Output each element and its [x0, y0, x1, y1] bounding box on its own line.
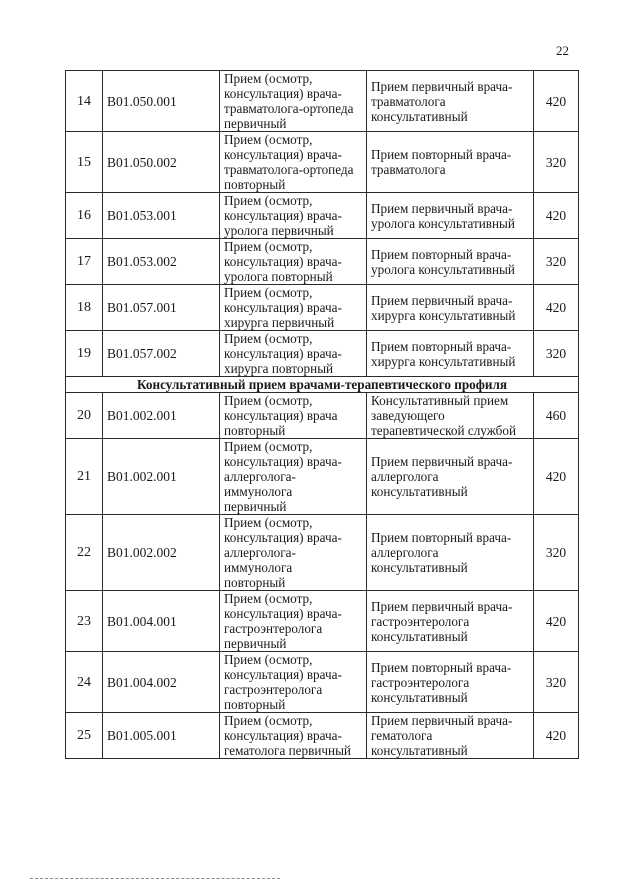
section-body: [66, 377, 579, 393]
description-line: консультация) врача-: [224, 208, 342, 223]
service-code: B01.053.002: [103, 239, 220, 285]
description-line: Прием (осмотр,: [224, 713, 313, 728]
description-line: повторный: [224, 575, 286, 590]
service-name-line: Прием повторный врача-: [371, 246, 512, 262]
service-name-line: консультативный: [371, 108, 468, 124]
row-number: 14: [66, 71, 103, 132]
table-row: [66, 132, 579, 193]
table-row: [66, 713, 579, 759]
price-value: 420: [534, 439, 579, 515]
service-description: [220, 239, 367, 285]
description-line: травматолога-ортопеда: [224, 101, 354, 116]
table-row: [66, 285, 579, 331]
row-number: 19: [66, 331, 103, 377]
service-code: B01.053.001: [103, 193, 220, 239]
price-value: 460: [534, 393, 579, 439]
service-name-line: консультативный: [371, 560, 468, 575]
description-line: повторный: [224, 423, 286, 438]
service-name-line: аллерголога: [371, 469, 439, 484]
service-name-line: Прием первичный врача-: [371, 200, 513, 216]
description-line: повторный: [224, 697, 286, 712]
service-name-line: аллерголога: [371, 545, 439, 560]
price-value: 320: [534, 331, 579, 377]
service-name-line: Прием первичный врача-: [371, 598, 513, 614]
description-line: первичный: [224, 499, 287, 514]
service-code: B01.002.001: [103, 439, 220, 515]
section-header-row: [66, 377, 579, 393]
service-name-line: терапевтической службой: [371, 423, 517, 438]
section-header: Консультативный прием врачами-терапевтического профиля: [66, 377, 579, 393]
service-name: [367, 652, 534, 713]
row-number: 17: [66, 239, 103, 285]
table-row: [66, 193, 579, 239]
table-row: [66, 591, 579, 652]
service-name: [367, 591, 534, 652]
table-body-after: [66, 393, 579, 759]
service-name-line: Прием первичный врача-: [371, 292, 513, 308]
service-code: B01.005.001: [103, 713, 220, 759]
description-line: консультация) врача-: [224, 346, 342, 361]
service-name-line: хирурга консультативный: [371, 307, 516, 323]
service-name-line: хирурга консультативный: [371, 353, 516, 369]
service-name: [367, 132, 534, 193]
description-line: уролога первичный: [224, 223, 334, 238]
price-value: 420: [534, 713, 579, 759]
service-description: [220, 132, 367, 193]
service-name-line: уролога консультативный: [371, 261, 515, 277]
service-name: [367, 393, 534, 439]
price-value: 420: [534, 193, 579, 239]
description-line: повторный: [224, 177, 286, 192]
service-description: [220, 652, 367, 713]
row-number: 18: [66, 285, 103, 331]
service-code: B01.057.002: [103, 331, 220, 377]
description-line: Прием (осмотр,: [224, 331, 313, 346]
service-name-line: Прием первичный врача-: [371, 78, 513, 94]
service-name-line: консультативный: [371, 689, 468, 705]
service-code: B01.050.002: [103, 132, 220, 193]
description-line: консультация) врача: [224, 408, 338, 423]
price-value: 420: [534, 71, 579, 132]
row-number: 22: [66, 515, 103, 591]
table-row: [66, 439, 579, 515]
service-name-line: консультативный: [371, 743, 468, 758]
row-number: 25: [66, 713, 103, 759]
description-line: хирурга повторный: [224, 361, 334, 376]
service-name-line: консультативный: [371, 484, 468, 499]
description-line: уролога повторный: [224, 269, 333, 284]
service-code: B01.002.002: [103, 515, 220, 591]
service-name-line: консультативный: [371, 628, 468, 644]
service-code: B01.004.001: [103, 591, 220, 652]
table-body-before: [66, 71, 579, 377]
description-line: гематолога первичный: [224, 743, 351, 758]
service-code: B01.002.001: [103, 393, 220, 439]
description-line: консультация) врача-: [224, 667, 342, 682]
service-name-line: заведующего: [371, 408, 445, 423]
service-name-line: травматолога: [371, 93, 446, 109]
service-name: [367, 285, 534, 331]
service-name-line: Прием повторный врача-: [371, 530, 512, 545]
service-description: [220, 71, 367, 132]
service-code: B01.050.001: [103, 71, 220, 132]
service-name-line: Прием повторный врача-: [371, 338, 512, 354]
price-value: 420: [534, 285, 579, 331]
service-name-line: Прием повторный врача-: [371, 659, 512, 675]
description-line: первичный: [224, 116, 287, 131]
description-line: Прием (осмотр,: [224, 193, 313, 208]
description-line: травматолога-ортопеда: [224, 162, 354, 177]
service-description: [220, 331, 367, 377]
price-value: 320: [534, 239, 579, 285]
description-line: Прием (осмотр,: [224, 132, 313, 147]
footer-divider: [30, 878, 280, 879]
service-name-line: гастроэнтеролога: [371, 674, 470, 690]
description-line: консультация) врача-: [224, 147, 342, 162]
service-name-line: Прием первичный врача-: [371, 454, 513, 469]
service-name: [367, 713, 534, 759]
row-number: 21: [66, 439, 103, 515]
service-name-line: Прием первичный врача-: [371, 713, 513, 728]
price-value: 320: [534, 652, 579, 713]
description-line: Прием (осмотр,: [224, 71, 313, 86]
description-line: аллерголога-: [224, 545, 296, 560]
table-row: [66, 71, 579, 132]
row-number: 20: [66, 393, 103, 439]
service-description: [220, 713, 367, 759]
description-line: гастроэнтеролога: [224, 621, 323, 636]
service-description: [220, 285, 367, 331]
service-description: [220, 193, 367, 239]
table-row: [66, 652, 579, 713]
table-row: [66, 239, 579, 285]
service-name: [367, 439, 534, 515]
description-line: консультация) врача-: [224, 86, 342, 101]
description-line: Прием (осмотр,: [224, 591, 313, 606]
table-row: [66, 515, 579, 591]
description-line: иммунолога: [224, 560, 293, 575]
row-number: 23: [66, 591, 103, 652]
description-line: Прием (осмотр,: [224, 439, 313, 454]
service-name-line: травматолога: [371, 162, 446, 177]
service-name: [367, 331, 534, 377]
service-name: [367, 71, 534, 132]
description-line: Прием (осмотр,: [224, 515, 313, 530]
description-line: консультация) врача-: [224, 530, 342, 545]
price-table: [65, 70, 579, 759]
service-name: [367, 193, 534, 239]
description-line: гастроэнтеролога: [224, 682, 323, 697]
description-line: консультация) врача-: [224, 300, 342, 315]
description-line: хирурга первичный: [224, 315, 335, 330]
row-number: 16: [66, 193, 103, 239]
description-line: консультация) врача-: [224, 606, 342, 621]
description-line: Прием (осмотр,: [224, 393, 313, 408]
service-name-line: гастроэнтеролога: [371, 613, 470, 629]
service-name-line: Прием повторный врача-: [371, 147, 512, 162]
price-value: 420: [534, 591, 579, 652]
service-name-line: гематолога: [371, 728, 433, 743]
service-description: [220, 393, 367, 439]
row-number: 24: [66, 652, 103, 713]
service-description: [220, 591, 367, 652]
description-line: иммунолога: [224, 484, 293, 499]
description-line: консультация) врача-: [224, 728, 342, 743]
description-line: Прием (осмотр,: [224, 239, 313, 254]
service-name: [367, 515, 534, 591]
service-name: [367, 239, 534, 285]
service-name-line: уролога консультативный: [371, 215, 515, 231]
price-value: 320: [534, 515, 579, 591]
row-number: 15: [66, 132, 103, 193]
description-line: Прием (осмотр,: [224, 285, 313, 300]
description-line: аллерголога-: [224, 469, 296, 484]
service-description: [220, 515, 367, 591]
description-line: консультация) врача-: [224, 254, 342, 269]
description-line: первичный: [224, 636, 287, 651]
price-value: 320: [534, 132, 579, 193]
service-name-line: Консультативный прием: [371, 393, 509, 408]
service-code: B01.057.001: [103, 285, 220, 331]
service-code: B01.004.002: [103, 652, 220, 713]
description-line: Прием (осмотр,: [224, 652, 313, 667]
service-description: [220, 439, 367, 515]
description-line: консультация) врача-: [224, 454, 342, 469]
table-row: [66, 393, 579, 439]
page-number: 22: [556, 43, 569, 58]
table-row: [66, 331, 579, 377]
